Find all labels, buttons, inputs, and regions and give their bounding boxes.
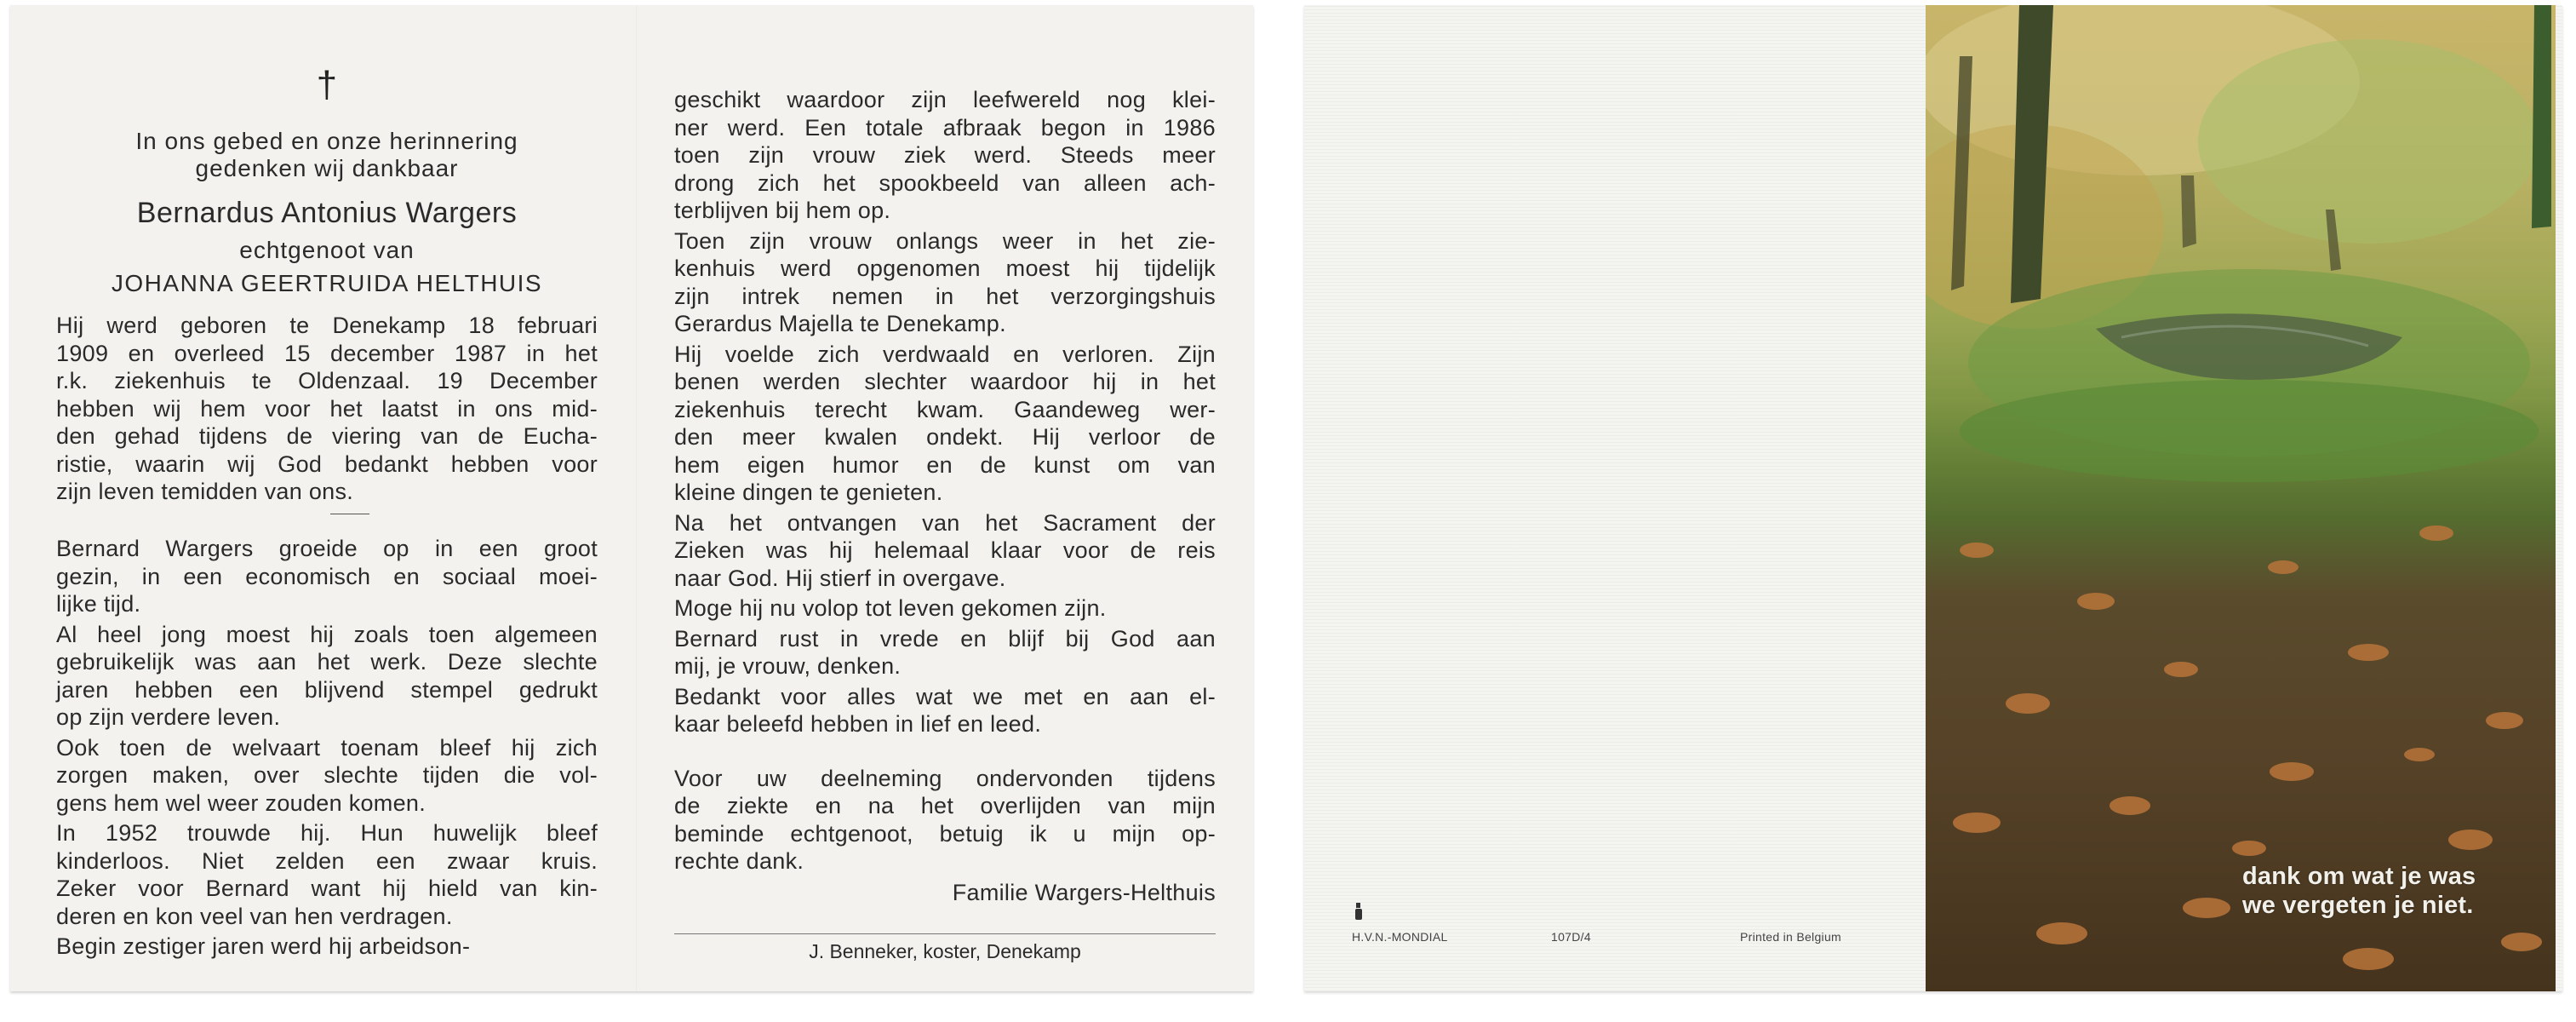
paragraph bbox=[674, 227, 1216, 338]
paragraph bbox=[56, 819, 598, 930]
text-line: beminde echtgenoot, betuig ik u mijn op- bbox=[674, 820, 1216, 847]
forest-illustration bbox=[1926, 5, 2556, 991]
text-line: op zijn verdere leven. bbox=[56, 704, 281, 730]
text-line: Zeker voor Bernard want hij hield van kin- bbox=[56, 876, 598, 901]
text-line: gebruikelijk was aan het werk. Deze slechte bbox=[56, 649, 598, 675]
intro-text bbox=[56, 128, 598, 182]
intro-line: In ons gebed en onze herinnering bbox=[135, 128, 518, 154]
intro-line: gedenken wij dankbaar bbox=[195, 155, 459, 181]
paragraph bbox=[56, 312, 598, 506]
text-line: kenhuis werd opgenomen moest hij tijdelijk bbox=[674, 256, 1216, 281]
paragraph bbox=[56, 535, 598, 618]
text-line: Zieken was hij helemaal klaar voor de reis bbox=[674, 537, 1216, 563]
family-signature: Familie Wargers-Helthuis bbox=[952, 879, 1216, 905]
memorial-card-inside bbox=[10, 5, 1253, 991]
text-line: den gehad tijdens de viering van de Eucha- bbox=[56, 423, 598, 449]
text-line: terblijven bij hem op. bbox=[674, 198, 891, 223]
paragraph bbox=[56, 621, 598, 732]
text-line: toen zijn vrouw ziek werd. Steeds meer bbox=[674, 142, 1216, 168]
paragraph bbox=[674, 341, 1216, 507]
text-line: kinderloos. Niet zelden een zwaar kruis. bbox=[56, 847, 598, 874]
text-line: benen werden slechter waardoor hij in het bbox=[674, 369, 1216, 394]
text-line: drong zich het spookbeeld van alleen ach- bbox=[674, 169, 1216, 196]
publisher-name: H.V.N.-MONDIAL bbox=[1352, 930, 1448, 944]
text-line: Gerardus Majella te Denekamp. bbox=[674, 311, 1006, 336]
spouse-name: JOHANNA GEERTRUIDA HELTHUIS bbox=[111, 270, 543, 296]
card-code: 107D/4 bbox=[1551, 930, 1591, 944]
text-line: rechte dank. bbox=[674, 848, 804, 874]
text-line: hebben wij hem voor het laatst in ons mid- bbox=[56, 395, 598, 422]
printed-in: Printed in Belgium bbox=[1740, 930, 1842, 944]
photo-caption bbox=[2242, 862, 2476, 920]
cross-icon: † bbox=[316, 64, 338, 106]
memorial-card-outside bbox=[1304, 5, 2562, 991]
paragraph bbox=[674, 594, 1216, 623]
text-line: zijn intrek nemen in het verzorgingshuis bbox=[674, 283, 1216, 309]
forest-photo bbox=[1926, 5, 2556, 991]
biography-intro-paragraph bbox=[56, 312, 598, 508]
spouse-of-label: echtgenoot van bbox=[239, 237, 415, 263]
text-line: kaar beleefd hebben in lief en leed. bbox=[674, 711, 1042, 737]
text-line: Na het ontvangen van het Sacrament der bbox=[674, 509, 1216, 536]
paragraph bbox=[674, 765, 1216, 876]
paragraph bbox=[674, 625, 1216, 680]
text-line: gens hem wel weer zouden komen. bbox=[56, 789, 426, 816]
text-line: hem eigen humor en de kunst om van bbox=[674, 451, 1216, 478]
biography-right-text bbox=[674, 86, 1216, 907]
text-line: Al heel jong moest hij zoals toen algemeen bbox=[56, 621, 598, 647]
text-line: Voor uw deelneming ondervonden tijdens bbox=[674, 765, 1216, 791]
text-line: Moge hij nu volop tot leven gekomen zijn. bbox=[674, 595, 1107, 621]
publisher-logo-icon bbox=[1354, 901, 1364, 922]
paragraph bbox=[674, 683, 1216, 738]
text-line: deren en kon veel van hen verdragen. bbox=[56, 903, 453, 929]
text-line: zorgen maken, over slechte tijden die vol- bbox=[56, 762, 598, 788]
text-line: gezin, in een economisch en sociaal moei- bbox=[56, 563, 598, 589]
deceased-name: Bernardus Antonius Wargers bbox=[136, 197, 518, 229]
text-line: den meer kwalen ondekt. Hij verloor de bbox=[674, 424, 1216, 450]
paragraph bbox=[674, 509, 1216, 593]
paragraph bbox=[56, 933, 598, 961]
biography-left-text bbox=[56, 535, 598, 963]
caption-line: dank om wat je was bbox=[2242, 863, 2476, 890]
text-line: mij, je vrouw, denken. bbox=[674, 653, 902, 679]
card-fold bbox=[636, 5, 638, 991]
text-line: Hij voelde zich verdwaald en verloren. Zijn bbox=[674, 341, 1216, 367]
text-line: 1909 en overleed 15 december 1987 in het bbox=[56, 340, 598, 366]
text-line: Begin zestiger jaren werd hij arbeidson- bbox=[56, 933, 471, 959]
caption-line: we vergeten je niet. bbox=[2242, 892, 2474, 919]
text-line: r.k. ziekenhuis te Oldenzaal. 19 December bbox=[56, 368, 598, 393]
text-line: Bernard rust in vrede en blijf bij God aan bbox=[674, 625, 1216, 652]
footer-rule bbox=[674, 933, 1216, 934]
text-line: ziekenhuis terecht kwam. Gaandeweg wer- bbox=[674, 396, 1216, 422]
text-line: kleine dingen te genieten. bbox=[674, 479, 943, 505]
printer-credit: J. Benneker, koster, Denekamp bbox=[809, 940, 1081, 962]
text-line: ner werd. Een totale afbraak begon in 1986 bbox=[674, 114, 1216, 141]
text-line: Hij werd geboren te Denekamp 18 februari bbox=[56, 313, 598, 338]
text-line: ristie, waarin wij God bedankt hebben voor bbox=[56, 451, 598, 477]
text-line: geschikt waardoor zijn leefwereld nog klei- bbox=[674, 87, 1216, 112]
paragraph bbox=[56, 734, 598, 818]
text-line: lijke tijd. bbox=[56, 591, 141, 617]
text-line: naar God. Hij stierf in overgave. bbox=[674, 565, 1006, 591]
text-line: Toen zijn vrouw onlangs weer in het zie- bbox=[674, 227, 1216, 254]
text-line: zijn leven temidden van ons. bbox=[56, 479, 354, 504]
paragraph bbox=[674, 86, 1216, 225]
text-line: Bedankt voor alles wat we met en aan el- bbox=[674, 683, 1216, 709]
text-line: Ook toen de welvaart toenam bleef hij zich bbox=[56, 734, 598, 761]
thanks-paragraph bbox=[674, 765, 1216, 876]
text-line: jaren hebben een blijvend stempel gedrukt bbox=[56, 676, 598, 703]
text-line: de ziekte en na het overlijden van mijn bbox=[674, 793, 1216, 818]
text-line: Bernard Wargers groeide op in een groot bbox=[56, 536, 598, 561]
text-line: In 1952 trouwde hij. Hun huwelijk bleef bbox=[56, 820, 598, 846]
